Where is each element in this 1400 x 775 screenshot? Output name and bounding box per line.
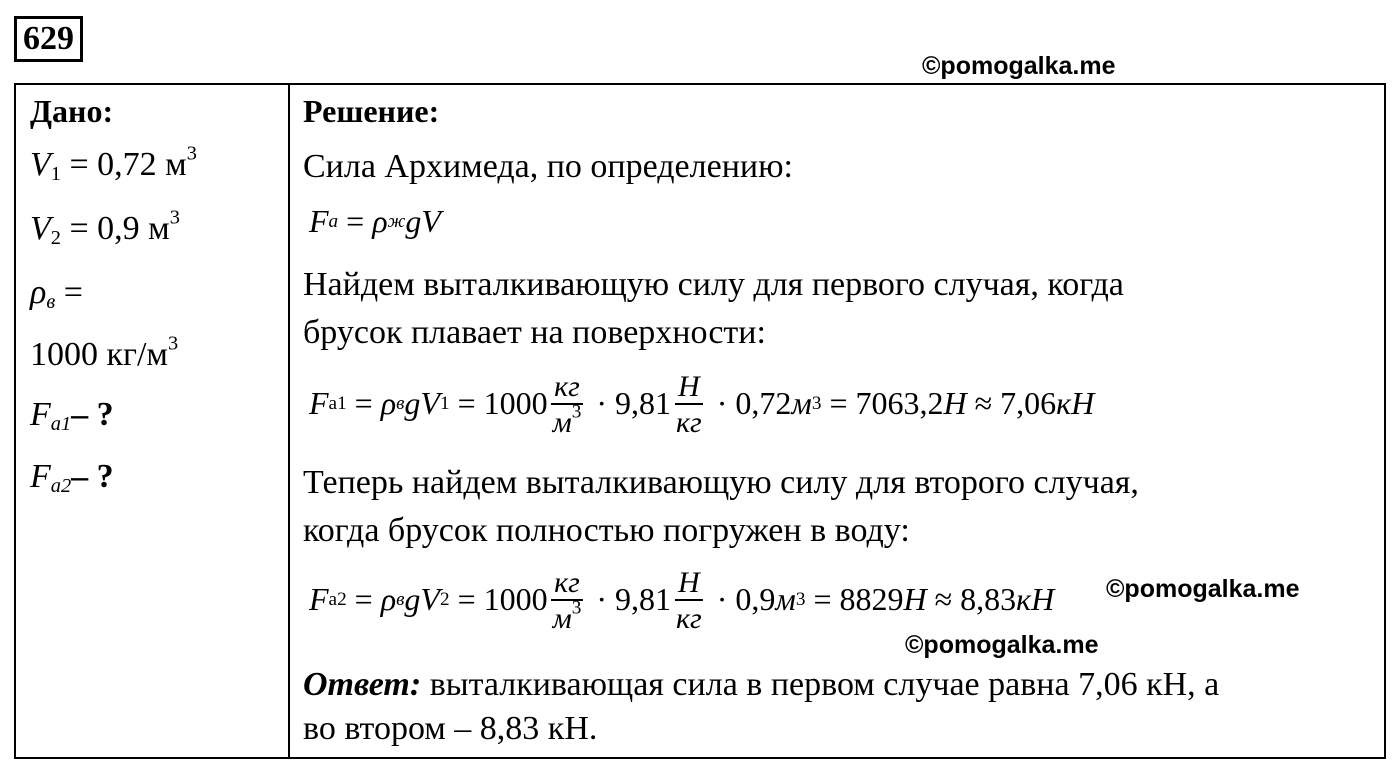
given-title: Дано: [30,93,114,129]
fraction-kg-per-m3: $\frac{кг}{м^3}$ [552,566,582,635]
given-v1 [30,142,197,186]
subscript: a1 [50,413,72,436]
paragraph-1-line-1: Найдем выталкивающую силу для первого случая, когда [303,266,1124,303]
value: 1000 кг/м [30,336,168,373]
watermark: ©pomogalka.me [922,52,1116,80]
fraction-n-per-kg: $\frac{Н}{кг}$ [676,370,702,439]
given-rho-value [30,332,179,375]
solution-title: Решение: [303,93,440,129]
formula-2: F a2 = ρ в gV 2 = 1000 $\frac{кг}{м^3}$ · 9,81 $\frac{Н}{кг}$ · 0,9 м 3 = 8829 Н ≈ 8,83 кН [309,566,1055,635]
value: = 0,72 м [60,146,187,183]
formula-1: F a1 = ρ в gV 1 = 1000 $\frac{кг}{м^3}$ · 9,81 $\frac{Н}{кг}$ · 0,72 м 3 = 7063,2 Н ≈ 7,06 кН [309,370,1095,439]
paragraph-2-line-2: когда брусок полностью погружен в воду: [303,512,910,549]
superscript: 3 [169,206,180,229]
fraction-n-per-kg: $\frac{Н}{кг}$ [676,566,702,635]
subscript: в [46,291,56,314]
answer-line-2: во втором – 8,83 кН. [303,710,598,747]
given-fa2 [30,457,114,497]
symbol: F [30,458,51,495]
given-v2 [30,206,180,250]
unknown-marker: – ? [71,458,114,495]
symbol: ρ [30,274,47,311]
subscript: 1 [50,163,61,186]
answer-text: выталкивающая сила в первом случае равна 7,06 кН, а [421,666,1220,703]
value: = [55,274,83,311]
subscript: 2 [50,227,61,250]
problem-number: 629 [14,16,83,62]
given-fa1 [30,395,114,435]
formula-definition: F a = ρ ж gV [309,203,441,239]
answer-line-1 [303,665,1219,705]
fraction-kg-per-m3: $\frac{кг}{м^3}$ [552,370,582,439]
column-divider [288,85,290,757]
superscript: 3 [167,332,179,355]
paragraph-1-line-2: брусок плавает на поверхности: [303,314,766,351]
answer-label: Ответ: [303,666,422,703]
watermark: ©pomogalka.me [905,631,1099,659]
symbol: V [30,146,51,183]
symbol: F [30,396,51,433]
subscript: a2 [50,475,72,498]
solution-table [14,83,1386,759]
value: = 0,9 м [60,210,170,247]
paragraph-2-line-1: Теперь найдем выталкивающую силу для второго случая, [303,464,1139,501]
superscript: 3 [186,142,197,165]
unknown-marker: – ? [71,396,114,433]
watermark: ©pomogalka.me [1106,575,1300,603]
symbol: V [30,210,51,247]
given-rho [30,273,83,313]
solution-intro: Сила Архимеда, по определению: [303,148,793,185]
